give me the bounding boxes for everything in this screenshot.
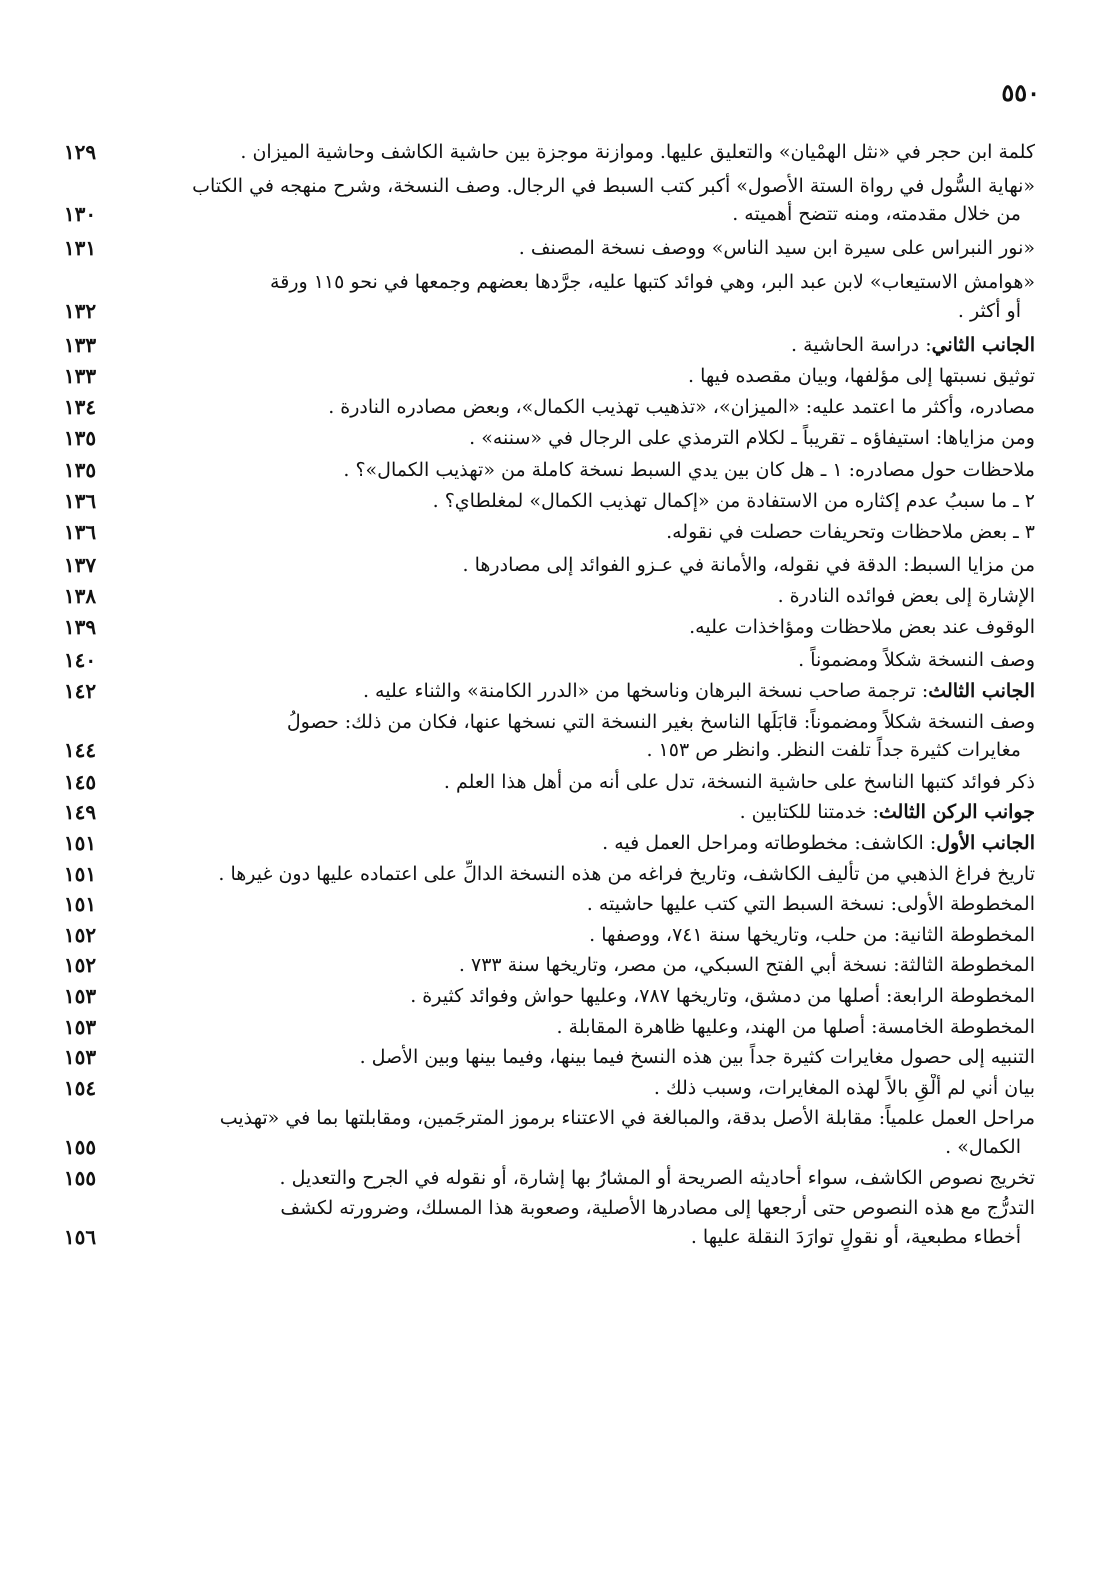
toc-entry	[50, 677, 1035, 706]
toc-page-number: ١٥٣	[63, 1045, 97, 1070]
toc-page-number: ١٥١	[63, 861, 97, 886]
toc-entry-text: من خلال مقدمته، ومنه تتضح أهميته .	[732, 203, 1021, 226]
toc-entry	[50, 829, 1035, 858]
toc-page-number: ١٣٤	[63, 394, 97, 419]
toc-entry	[50, 613, 1035, 642]
toc-page-number: ١٥٥	[63, 1165, 97, 1190]
toc-entry	[50, 234, 1035, 263]
toc-entry-text: ذكر فوائد كتبها الناسخ على حاشية النسخة، تدل على أنه من أهل هذا العلم .	[443, 770, 1035, 793]
toc-entry-text: الإشارة إلى بعض فوائده النادرة .	[777, 585, 1035, 608]
toc-page-number: ١٤٤	[63, 738, 97, 763]
toc-entry-text: المخطوطة الرابعة: أصلها من دمشق، وتاريخها ٧٨٧، وعليها حواش وفوائد كثيرة .	[410, 985, 1035, 1008]
toc-entry-text: الجانب الأول: الكاشف: مخطوطاته ومراحل العمل فيه .	[602, 832, 1035, 855]
toc-page-number: ١٥٣	[63, 984, 97, 1009]
toc-entry-text: مراحل العمل علمياً: مقابلة الأصل بدقة، والمبالغة في الاعتناء برموز المترجَمين، ومقابلتها بما في «تهذيب	[219, 1107, 1035, 1130]
toc-page-number: ١٥٥	[63, 1135, 97, 1159]
toc-entry	[50, 518, 1035, 547]
toc-entry	[50, 646, 1035, 675]
toc-entry	[50, 456, 1035, 485]
toc-entry-text: مغايرات كثيرة جداً تلفت النظر. وانظر ص ١٥٣ .	[646, 739, 1021, 762]
toc-entry-text: أخطاء مطبعية، أو نقولٍ توارَدَ النقلة عليها .	[690, 1225, 1021, 1248]
toc-entry	[50, 1074, 1035, 1103]
toc-entry-text: المخطوطة الأولى: نسخة السبط التي كتب عليها حاشيته .	[586, 893, 1035, 916]
toc-entry	[50, 362, 1035, 391]
toc-entry	[50, 860, 1035, 889]
toc-entry-text: ٣ ـ بعض ملاحظات وتحريفات حصلت في نقوله.	[666, 521, 1035, 544]
toc-entry	[50, 582, 1035, 611]
toc-entry	[50, 921, 1035, 950]
section-heading: الجانب الأول	[936, 832, 1035, 855]
toc-entry	[50, 708, 1035, 765]
toc-page-number: ١٣٣	[63, 332, 97, 357]
toc-entry-text: ملاحظات حول مصادره: ١ ـ هل كان بين يدي السبط نسخة كاملة من «تهذيب الكمال»؟ .	[343, 458, 1035, 481]
toc-entry	[50, 487, 1035, 516]
toc-entry-text: المخطوطة الثالثة: نسخة أبي الفتح السبكي، من مصر، وتاريخها سنة ٧٣٣ .	[458, 954, 1035, 977]
toc-entry-text: المخطوطة الخامسة: أصلها من الهند، وعليها ظاهرة المقابلة .	[556, 1015, 1035, 1038]
section-heading: جوانب الركن الثالث	[878, 801, 1035, 824]
toc-page-number: ١٣٥	[63, 426, 97, 451]
toc-entry-text: مصادره، وأكثر ما اعتمد عليه: «الميزان»، «تذهيب تهذيب الكمال»، وبعض مصادره النادرة .	[328, 395, 1035, 418]
toc-entry-text: الجانب الثالث: ترجمة صاحب نسخة البرهان وناسخها من «الدرر الكامنة» والثناء عليه .	[362, 680, 1035, 703]
toc-entry	[50, 424, 1035, 453]
toc-entry	[50, 393, 1035, 422]
toc-entry	[50, 268, 1035, 325]
toc-entry-text: وصف النسخة شكلاً ومضموناً: قابَلَها الناسخ بغير النسخة التي نسخها عنها، فكان من ذلك: حصولُ	[286, 710, 1035, 733]
toc-entry	[50, 1194, 1035, 1251]
toc-page-number: ١٣٦	[63, 488, 97, 513]
toc-entry-text: جوانب الركن الثالث: خدمتنا للكتابين .	[739, 801, 1035, 824]
toc-entry-text: التنبيه إلى حصول مغايرات كثيرة جداً بين هذه النسخ فيما بينها، وفيما بينها وبين الأصل .	[359, 1046, 1035, 1069]
toc-entry-text: المخطوطة الثانية: من حلب، وتاريخها سنة ٧٤١، ووصفها .	[589, 923, 1035, 946]
toc-entry	[50, 551, 1035, 580]
toc-entry	[50, 890, 1035, 919]
toc-page-number: ١٣٧	[63, 552, 97, 577]
toc-page-number: ١٣٥	[63, 457, 97, 482]
toc-page-number: ١٣٨	[63, 584, 97, 609]
toc-page-number: ١٥٦	[63, 1224, 97, 1249]
toc-page-number: ١٥٢	[63, 953, 97, 978]
toc-entry	[50, 1043, 1035, 1072]
section-heading: الجانب الثاني	[931, 333, 1035, 356]
toc-entry	[50, 798, 1035, 827]
section-heading: الجانب الثالث	[928, 680, 1035, 703]
toc-entry-text: الجانب الثاني: دراسة الحاشية .	[791, 333, 1035, 356]
toc-entry-text: «هوامش الاستيعاب» لابن عبد البر، وهي فوائد كتبها عليه، جرَّدها بعضهم وجمعها في نحو ١١٥ ورقة	[270, 271, 1035, 294]
toc-page-number: ١٤٠	[63, 647, 97, 672]
toc-page-number: ١٢٩	[63, 140, 97, 164]
toc-entry-text: تخريج نصوص الكاشف، سواء أحاديثه الصريحة أو المشارُ بها إشارة، أو نقوله في الجرح والتعديل .	[279, 1166, 1035, 1189]
toc-entry	[50, 1013, 1035, 1042]
toc-entry-text: بيان أني لم أُلْقِ بالاً لهذه المغايرات، وسبب ذلك .	[653, 1076, 1035, 1099]
toc-page-number: ١٣٣	[63, 364, 97, 389]
toc-entry-text: ٢ ـ ما سببُ عدم إكثاره من الاستفادة من «إكمال تهذيب الكمال» لمغلطاي؟ .	[432, 489, 1035, 512]
toc-entry	[50, 138, 1035, 167]
toc-page-number: ١٥٤	[63, 1075, 97, 1100]
toc-entry-text: الكمال» .	[945, 1136, 1021, 1158]
toc-page-number: ١٥١	[63, 892, 97, 917]
toc-page-number: ١٤٩	[63, 800, 97, 825]
toc-entry-text: التدرُّج مع هذه النصوص حتى أُرجعها إلى مصادرها الأصلية، وصعوبة هذا المسلك، وضرورته لكشف	[280, 1197, 1035, 1220]
toc-page-number: ١٣٠	[63, 202, 97, 227]
toc-entry-text: «نهاية السُّول في رواة الستة الأصول» أكبر كتب السبط في الرجال. وصف النسخة، وشرح منهجه في الكتاب	[192, 174, 1035, 197]
toc-entry-text: توثيق نسبتها إلى مؤلفها، وبيان مقصده فيها .	[687, 365, 1035, 388]
toc-entry	[50, 768, 1035, 797]
toc-entry-text: تاريخ فراغ الذهبي من تأليف الكاشف، وتاريخ فراغه من هذه النسخة الدالِّ على اعتماده عليها دون غيرها .	[218, 862, 1035, 885]
page-number: ٥٥٠	[1001, 78, 1040, 107]
toc-entry-text: من مزايا السبط: الدقة في نقوله، والأمانة في عـزو الفوائد إلى مصادرها .	[462, 553, 1035, 576]
toc-entry	[50, 1164, 1035, 1193]
toc-page-number: ١٣٩	[63, 614, 97, 639]
toc-entry-text: وصف النسخة شكلاً ومضموناً .	[798, 648, 1035, 671]
toc-entry-text: ومن مزاياها: استيفاؤه ـ تقريباً ـ لكلام الترمذي على الرجال في «سننه» .	[469, 427, 1035, 450]
toc-page-number: ١٤٥	[63, 769, 97, 794]
toc-page-number: ١٣٢	[63, 298, 97, 323]
toc-page-number: ١٤٢	[63, 679, 97, 704]
toc-page-number: ١٥١	[63, 831, 97, 856]
toc-entry-text: أو أكثر .	[957, 299, 1021, 322]
toc-entry	[50, 331, 1035, 360]
toc-page-number: ١٣١	[63, 235, 97, 260]
toc-entry	[50, 982, 1035, 1011]
toc-entry-text: «نور النبراس على سيرة ابن سيد الناس» ووصف نسخة المصنف .	[518, 236, 1035, 259]
toc-entry	[50, 951, 1035, 980]
toc-page-number: ١٣٦	[63, 520, 97, 545]
toc-page-number: ١٥٢	[63, 922, 97, 947]
table-of-contents	[50, 138, 1035, 1251]
toc-entry	[50, 1104, 1035, 1161]
toc-entry-text: كلمة ابن حجر في «نثل الهمْيان» والتعليق عليها. وموازنة موجزة بين حاشية الكاشف وحاشية الميزان .	[240, 141, 1035, 163]
toc-entry-text: الوقوف عند بعض ملاحظات ومؤاخذات عليه.	[689, 615, 1035, 638]
toc-entry	[50, 172, 1035, 229]
toc-page-number: ١٥٣	[63, 1014, 97, 1039]
